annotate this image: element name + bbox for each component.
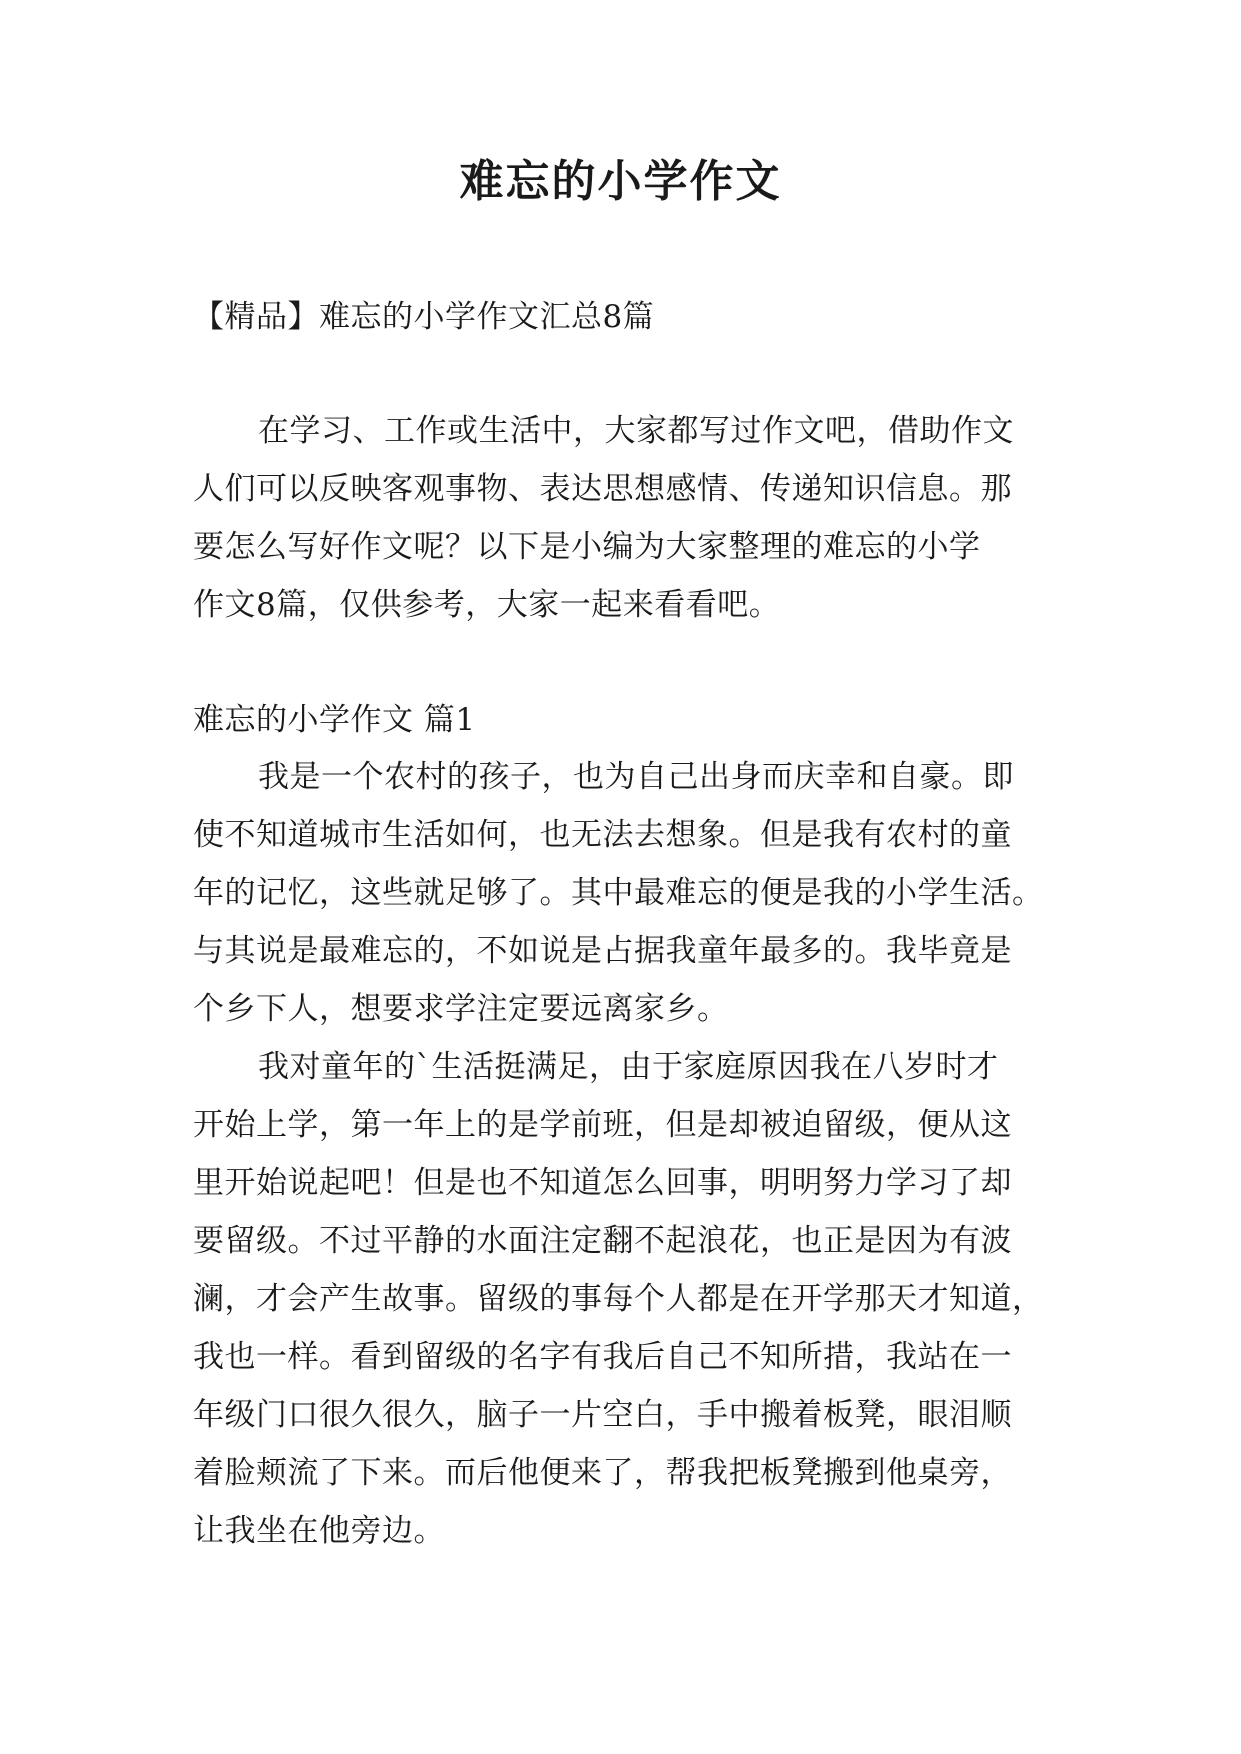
intro-line: 作文8篇，仅供参考，大家一起来看看吧。 (193, 587, 781, 623)
paragraph2-line: 我也一样。看到留级的名字有我后自己不知所措，我站在一 (193, 1339, 1012, 1375)
paragraph1-line: 我是一个农村的孩子，也为自己出身而庆幸和自豪。即 (258, 759, 1014, 795)
paragraph2-line: 里开始说起吧！但是也不知道怎么回事，明明努力学习了却 (193, 1165, 1012, 1201)
paragraph2-line: 要留级。不过平静的水面注定翻不起浪花，也正是因为有波 (193, 1223, 1012, 1259)
paragraph1-line: 使不知道城市生活如何，也无法去想象。但是我有农村的童 (193, 817, 1012, 853)
paragraph1-line: 年的记忆，这些就足够了。其中最难忘的便是我的小学生活。 (193, 875, 1044, 911)
paragraph2-line: 我对童年的`生活挺满足，由于家庭原因我在八岁时才 (258, 1049, 999, 1085)
paragraph2-line: 着脸颊流了下来。而后他便来了，帮我把板凳搬到他桌旁， (193, 1455, 1012, 1491)
paragraph2-line: 年级门口很久很久，脑子一片空白，手中搬着板凳，眼泪顺 (193, 1397, 1012, 1433)
section-heading: 难忘的小学作文 篇1 (193, 702, 476, 738)
paragraph2-line: 开始上学，第一年上的是学前班，但是却被迫留级，便从这 (193, 1107, 1012, 1143)
document-subtitle: 【精品】难忘的小学作文汇总8篇 (193, 299, 655, 335)
paragraph2-line: 澜，才会产生故事。留级的事每个人都是在开学那天才知道， (193, 1281, 1044, 1317)
paragraph1-line: 个乡下人，想要求学注定要远离家乡。 (193, 991, 729, 1027)
document-title: 难忘的小学作文 (459, 156, 782, 207)
intro-line: 在学习、工作或生活中，大家都写过作文吧，借助作文 (258, 413, 1014, 449)
intro-line: 要怎么写好作文呢？以下是小编为大家整理的难忘的小学 (193, 529, 981, 565)
paragraph1-line: 与其说是最难忘的，不如说是占据我童年最多的。我毕竟是 (193, 933, 1012, 969)
paragraph2-line: 让我坐在他旁边。 (193, 1513, 445, 1549)
intro-line: 人们可以反映客观事物、表达思想感情、传递知识信息。那 (193, 471, 1012, 507)
